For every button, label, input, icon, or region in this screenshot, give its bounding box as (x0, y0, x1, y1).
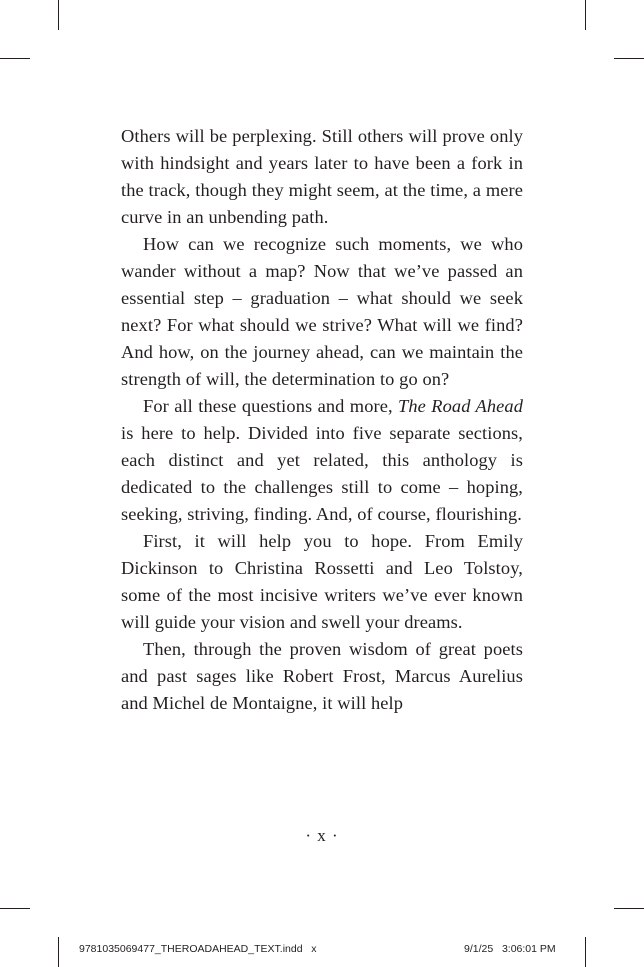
crop-mark-top-right-vertical (585, 0, 586, 30)
page-number: · x · (305, 826, 339, 845)
paragraph: Then, through the proven wisdom of great poets and past sages like Robert Frost, Marcus Aurelius and Michel de Montaigne, it will help (121, 639, 523, 713)
slug-filename: 9781035069477_THEROADAHEAD_TEXT.indd x (79, 943, 317, 955)
crop-mark-top-left-vertical (58, 0, 59, 30)
paragraph (121, 393, 523, 528)
slug-timestamp: 9/1/25 3:06:01 PM (464, 943, 556, 955)
paragraph-text: For all these questions and more, (143, 396, 399, 416)
book-title: The Road Ahead (398, 396, 523, 416)
crop-mark-bottom-right-horizontal (614, 908, 644, 909)
paragraph: First, it will help you to hope. From Emily Dickinson to Christina Rossetti and Leo Tolstoy, some of the most incisive writers we’ve ever known will guide your vision and swell your dreams. (121, 531, 523, 632)
paragraph: Others will be perplexing. Still others will prove only with hindsight and years later to have been a fork in the track, though they might seem, at the time, a mere curve in an unbending path. (121, 126, 523, 227)
crop-mark-bottom-right-vertical (585, 937, 586, 967)
paragraph: How can we recognize such moments, we who wander without a map? Now that we’ve passed an essential step – graduation – what should we seek next? For what should we strive? What will we find? And how, on the journey ahead, can we maintain the strength of will, the determination to go on? (121, 234, 523, 389)
crop-mark-top-right-horizontal (614, 58, 644, 59)
paragraph-text: is here to help. Divided into five separate sections, each distinct and yet related, this anthology is dedicated to the challenges still to come – hoping, seeking, striving, finding. And, of course, flourishing. (121, 423, 523, 524)
body-text (121, 123, 523, 717)
crop-mark-bottom-left-vertical (58, 937, 59, 967)
crop-mark-top-left-horizontal (0, 58, 30, 59)
crop-mark-bottom-left-horizontal (0, 908, 30, 909)
